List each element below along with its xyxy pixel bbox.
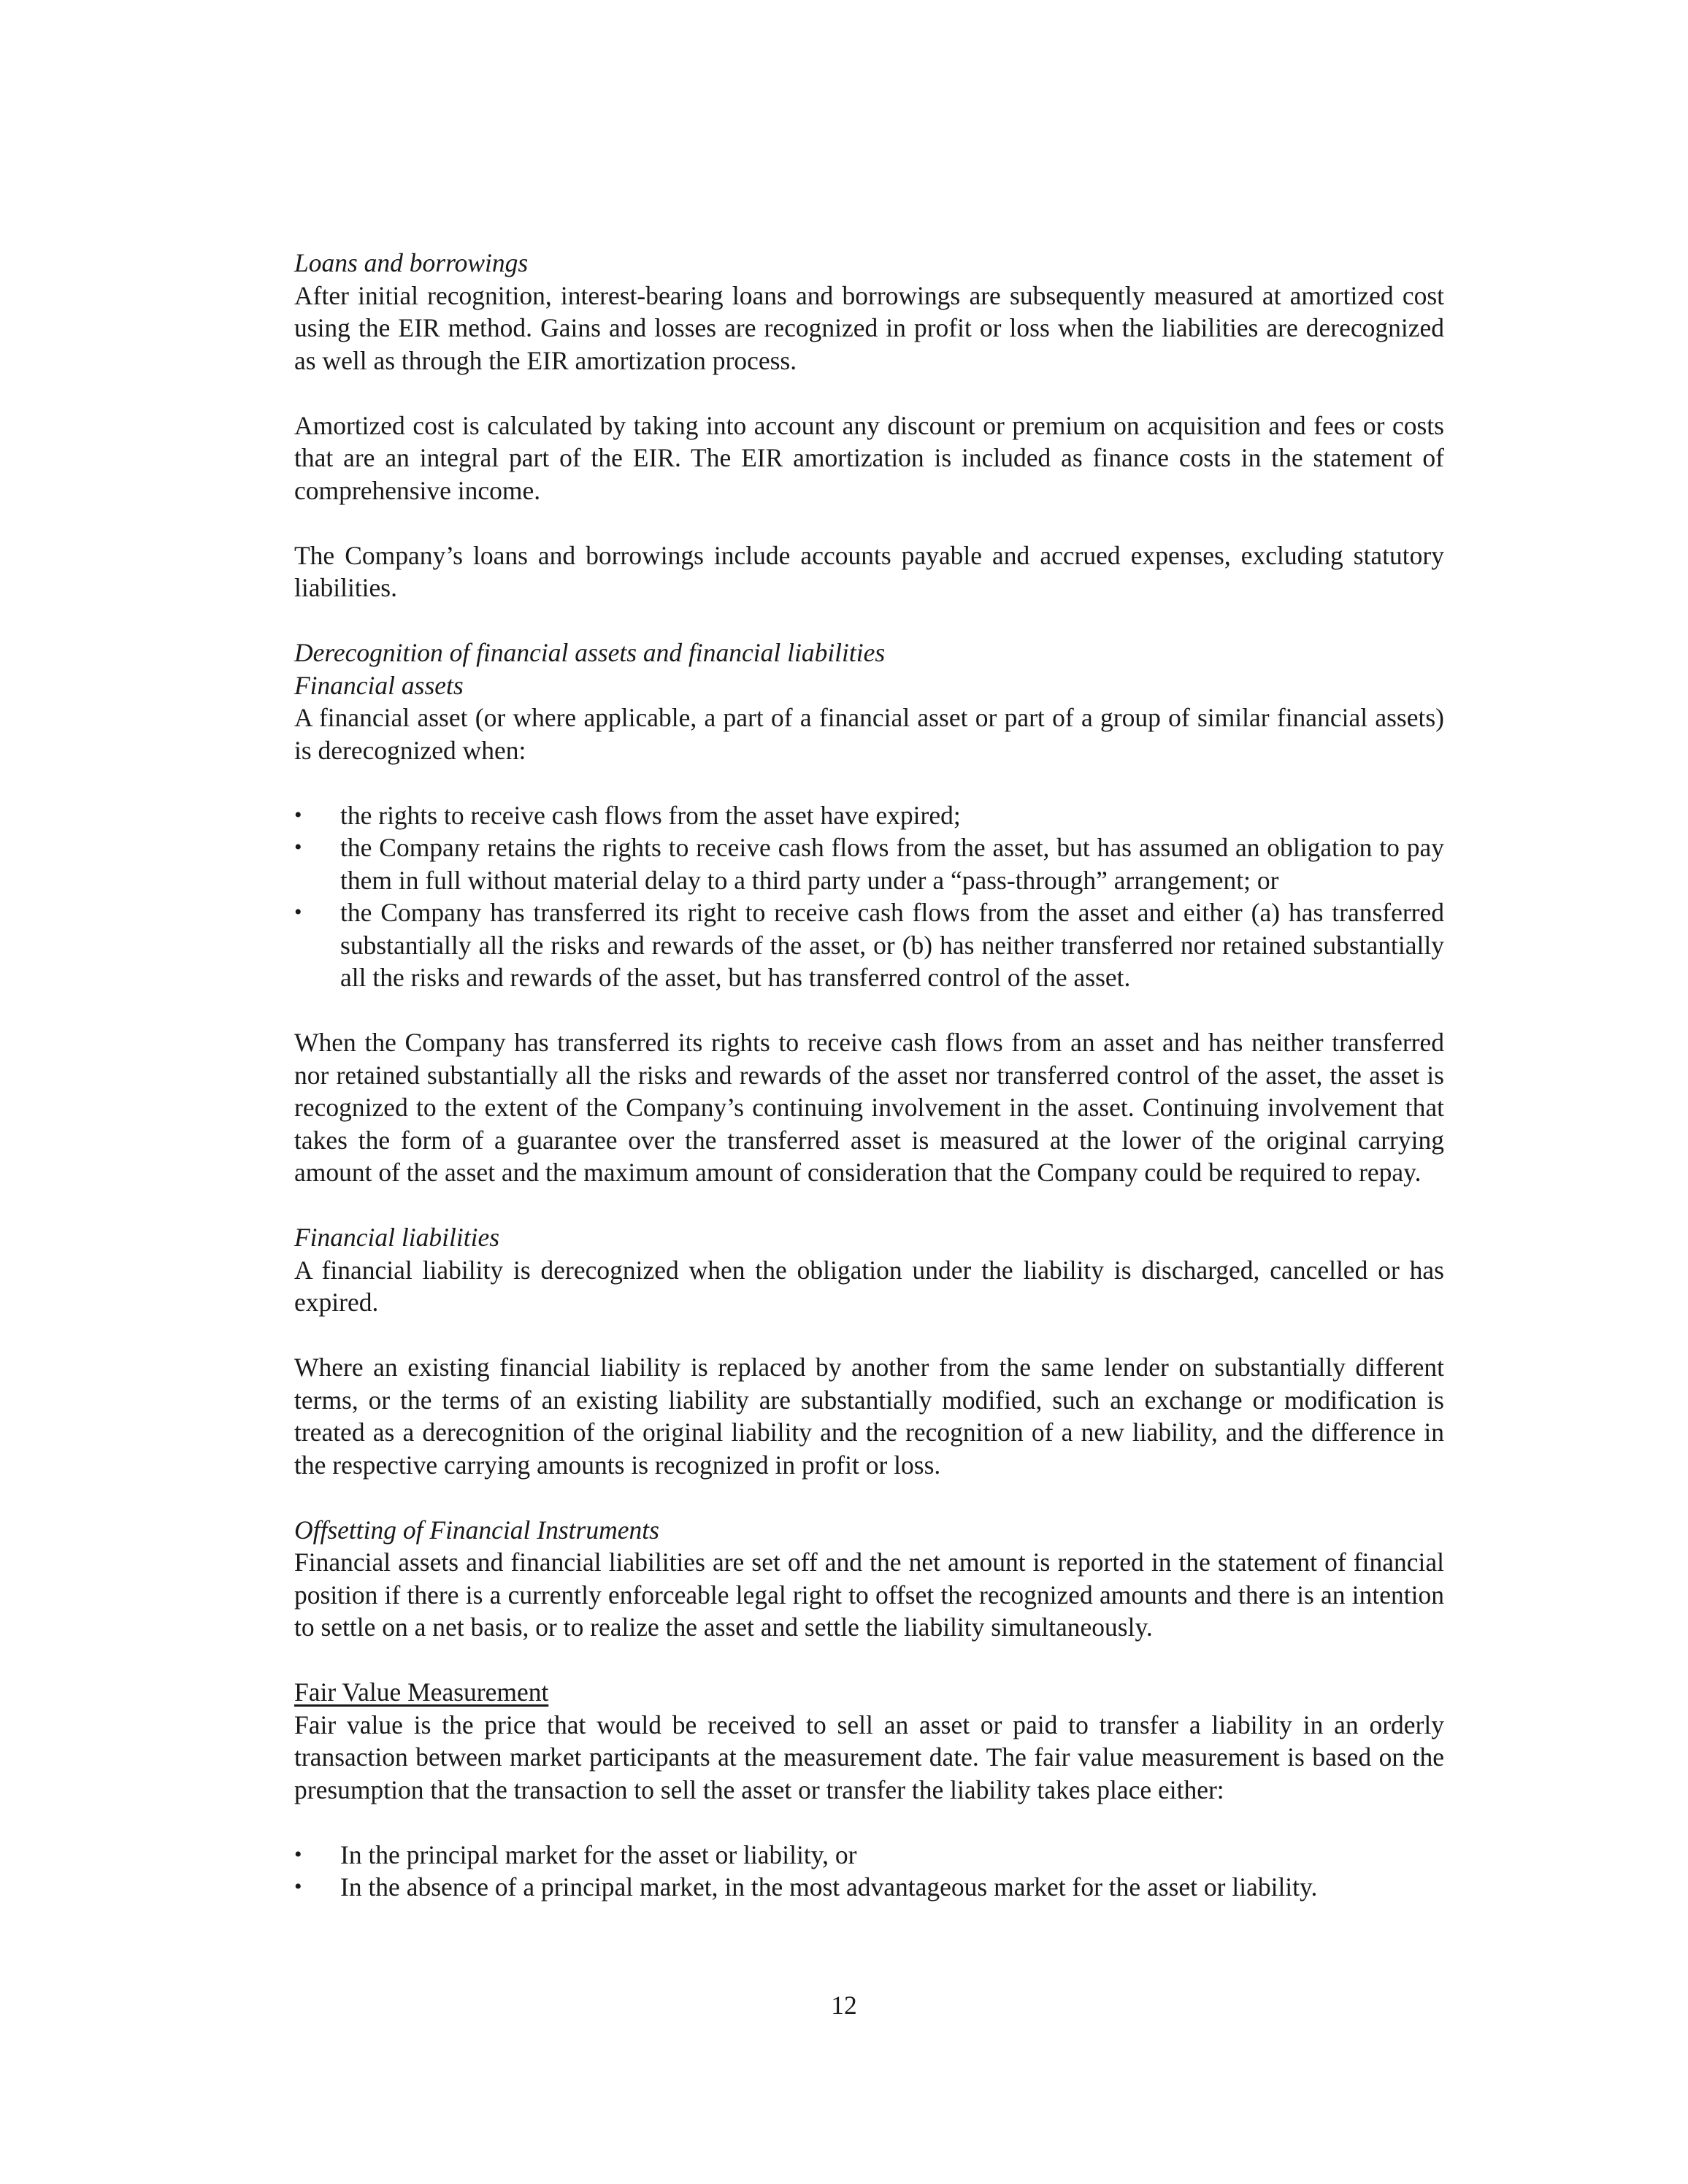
bullet-icon: • <box>294 900 302 924</box>
financial-liabilities-subheading: Financial liabilities <box>294 1223 500 1252</box>
offsetting-paragraph: Financial assets and financial liabilities are set off and the net amount is reported in the statement of financial position if there is a currently enforceable legal right to offset the recognized amounts and there is an intention to settle on a net basis, or to realize the asset and settle the liability simultaneously. <box>294 1547 1444 1642</box>
financial-assets-paragraph-2: When the Company has transferred its rights to receive cash flows from an asset and has neither transferred nor retained substantially all the risks and rewards of the asset nor transferred control of the asset, the asset is recognized to the extent of the Company’s continuing involvement in the asset. Continuing involvement that takes the form of a guarantee over the transferred asset is measured at the lower of the original carrying amount of the asset and the maximum amount of consideration that the Company could be required to repay. <box>294 1028 1444 1187</box>
financial-liabilities-paragraph-2: Where an existing financial liability is replaced by another from the same lender on substantially different terms, or the terms of an existing liability are substantially modified, such an exchange or modification is treated as a derecognition of the original liability and the recognition of a new liability, and the difference in the respective carrying amounts is recognized in profit or loss. <box>294 1353 1444 1480</box>
fair-value-heading: Fair Value Measurement <box>294 1677 549 1707</box>
loans-paragraph-1: After initial recognition, interest-bearing loans and borrowings are subsequently measured at amortized cost using the EIR method. Gains and losses are recognized in profit or loss when the liabilities are derecognized as well as through the EIR amortization process. <box>294 280 1444 375</box>
list-item <box>294 799 1444 832</box>
fair-value-paragraph: Fair value is the price that would be received to sell an asset or paid to transfer a liability in an orderly transaction between market participants at the measurement date. The fair value measurement is based on the presumption that the transaction to sell the asset or transfer the liability takes place either: <box>294 1710 1444 1804</box>
list-item <box>294 831 1444 896</box>
financial-assets-bullet-list <box>294 799 1444 994</box>
bullet-icon: • <box>294 835 302 859</box>
list-item <box>294 896 1444 994</box>
financial-assets-subheading: Financial assets <box>294 670 464 700</box>
list-item <box>294 1839 1444 1872</box>
fair-value-bullet-list <box>294 1839 1444 1904</box>
list-item-text: In the absence of a principal market, in the most advantageous market for the asset or liability. <box>340 1872 1318 1902</box>
loans-heading: Loans and borrowings <box>294 248 529 277</box>
financial-assets-intro: A financial asset (or where applicable, a part of a financial asset or part of a group of similar financial assets) is derecognized when: <box>294 703 1444 765</box>
bullet-icon: • <box>294 1842 302 1866</box>
bullet-icon: • <box>294 1875 302 1899</box>
list-item-text: the Company retains the rights to receive cash flows from the asset, but has assumed an obligation to pay them in full without material delay to a third party under a “pass-through” arrangement; or <box>340 833 1444 895</box>
list-item-text: In the principal market for the asset or liability, or <box>340 1839 857 1869</box>
loans-paragraph-2: Amortized cost is calculated by taking into account any discount or premium on acquisition and fees or costs that are an integral part of the EIR. The EIR amortization is included as finance costs in the statement of comprehensive income. <box>294 410 1444 505</box>
loans-paragraph-3: The Company’s loans and borrowings include accounts payable and accrued expenses, excluding statutory liabilities. <box>294 540 1444 602</box>
offsetting-heading: Offsetting of Financial Instruments <box>294 1515 659 1545</box>
page-number: 12 <box>831 1991 857 2020</box>
list-item <box>294 1871 1444 1904</box>
financial-liabilities-paragraph-1: A financial liability is derecognized when the obligation under the liability is discharged, cancelled or has expired. <box>294 1255 1444 1317</box>
document-body <box>294 247 1444 1936</box>
bullet-icon: • <box>294 802 302 827</box>
list-item-text: the rights to receive cash flows from the asset have expired; <box>340 800 961 830</box>
list-item-text: the Company has transferred its right to receive cash flows from the asset and either (a) has transferred substantially all the risks and rewards of the asset, or (b) has neither transferred nor retained substantially all the risks and rewards of the asset, but has transferred control of the asset. <box>340 898 1444 992</box>
derecognition-heading: Derecognition of financial assets and financial liabilities <box>294 638 886 667</box>
